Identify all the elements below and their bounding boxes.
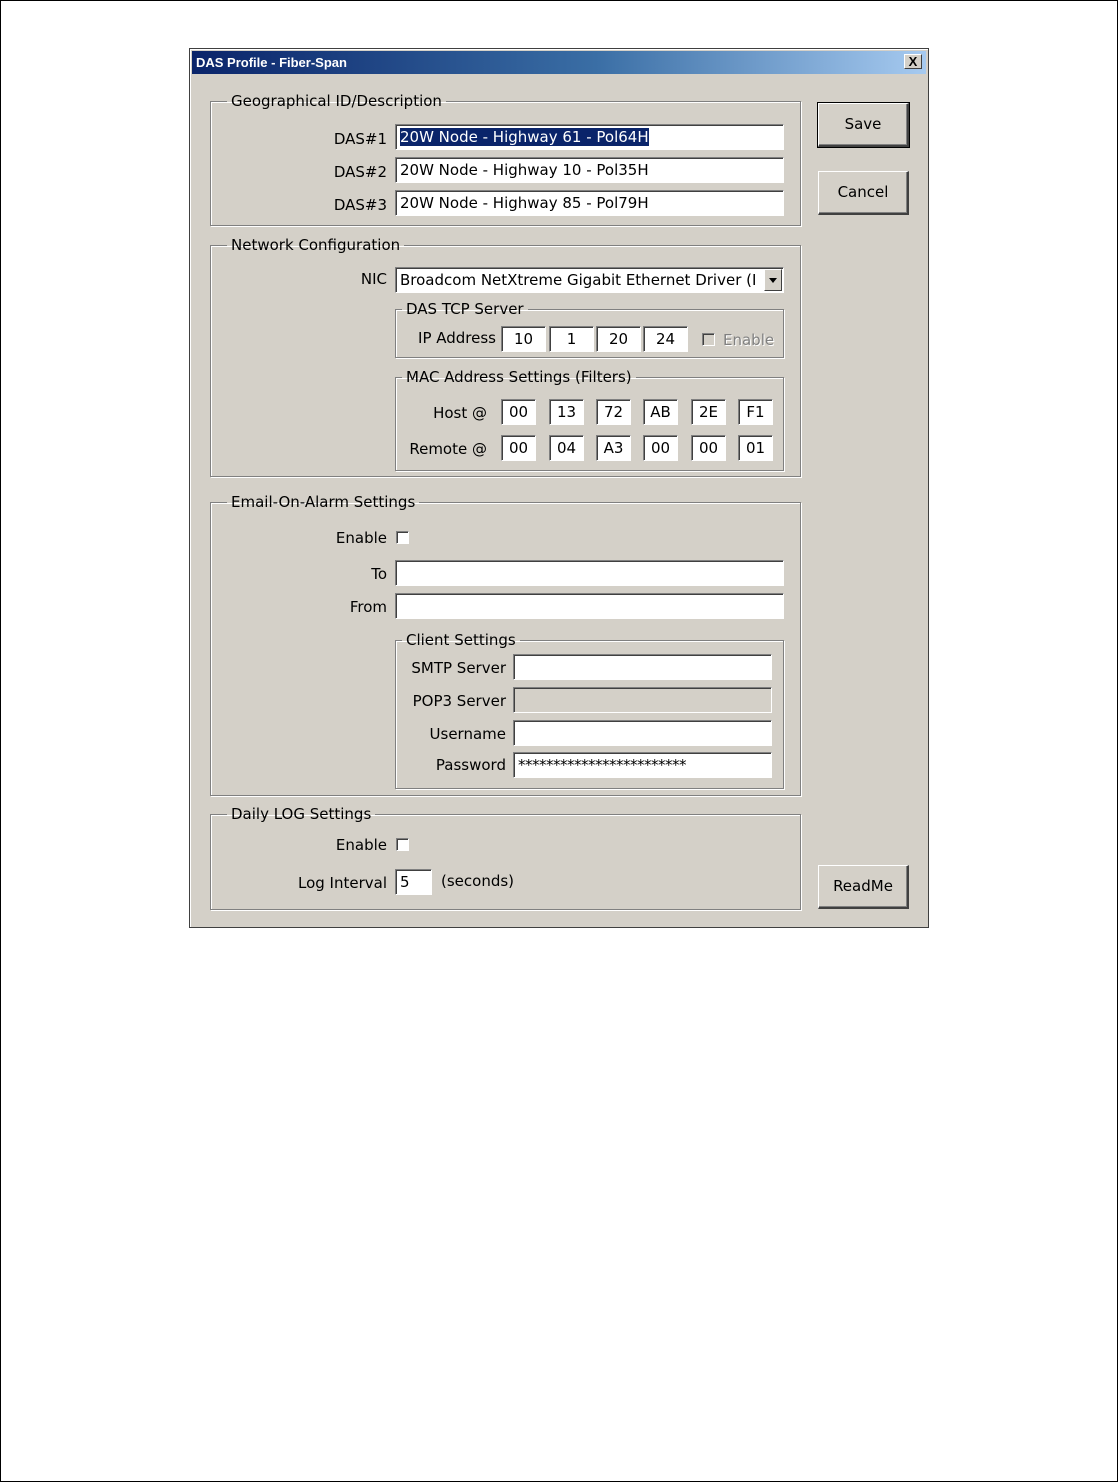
email-to-input[interactable]: [395, 560, 784, 586]
nic-select-value: Broadcom NetXtreme Gigabit Ethernet Driver (I: [400, 271, 757, 289]
das-profile-dialog: [189, 48, 929, 928]
geo-legend: Geographical ID/Description: [231, 92, 442, 110]
host-mac-1[interactable]: 00: [501, 399, 536, 425]
ip-octet-4[interactable]: 24: [643, 326, 688, 352]
log-enable-label: Enable: [335, 836, 387, 854]
remote-mac-3[interactable]: A3: [596, 435, 631, 461]
host-mac-4[interactable]: AB: [643, 399, 678, 425]
email-from-label: From: [349, 598, 387, 616]
close-button[interactable]: X: [904, 54, 922, 69]
ip-address-label: IP Address: [418, 329, 496, 347]
das2-input[interactable]: 20W Node - Highway 10 - Pol35H: [395, 157, 784, 183]
client-settings-legend: Client Settings: [406, 631, 516, 649]
remote-mac-6[interactable]: 01: [738, 435, 773, 461]
smtp-input[interactable]: [513, 654, 772, 680]
das3-label: DAS#3: [333, 196, 387, 214]
log-legend: Daily LOG Settings: [231, 805, 372, 823]
tcp-server-legend: DAS TCP Server: [406, 300, 524, 318]
remote-mac-1[interactable]: 00: [501, 435, 536, 461]
log-interval-label: Log Interval: [297, 874, 387, 892]
log-interval-unit: (seconds): [441, 872, 515, 890]
host-mac-5[interactable]: 2E: [691, 399, 726, 425]
email-enable-checkbox[interactable]: [396, 531, 409, 544]
log-enable-checkbox[interactable]: [396, 838, 409, 851]
mac-settings-legend: MAC Address Settings (Filters): [406, 368, 632, 386]
pop3-input[interactable]: [513, 687, 772, 713]
email-enable-label: Enable: [335, 529, 387, 547]
network-legend: Network Configuration: [231, 236, 401, 254]
email-legend: Email-On-Alarm Settings: [231, 493, 416, 511]
title-bar: [192, 51, 926, 74]
remote-mac-5[interactable]: 00: [691, 435, 726, 461]
host-mac-label: Host @: [433, 404, 487, 422]
cancel-button[interactable]: Cancel: [818, 171, 909, 215]
ip-octet-2[interactable]: 1: [549, 326, 594, 352]
host-mac-2[interactable]: 13: [549, 399, 584, 425]
username-input[interactable]: [513, 720, 772, 746]
host-mac-6[interactable]: F1: [738, 399, 773, 425]
remote-mac-2[interactable]: 04: [549, 435, 584, 461]
email-to-label: To: [371, 565, 387, 583]
tcp-enable-checkbox[interactable]: [702, 333, 715, 346]
save-button[interactable]: Save: [818, 103, 909, 147]
pop3-label: POP3 Server: [412, 692, 506, 710]
ip-octet-3[interactable]: 20: [596, 326, 641, 352]
readme-button[interactable]: ReadMe: [818, 865, 909, 909]
tcp-enable-label: Enable: [723, 331, 775, 349]
remote-mac-label: Remote @: [409, 440, 487, 458]
username-label: Username: [429, 725, 506, 743]
password-label: Password: [435, 756, 506, 774]
das1-label: DAS#1: [333, 130, 387, 148]
nic-select[interactable]: [395, 267, 784, 293]
log-interval-input[interactable]: 5: [395, 869, 432, 895]
log-group: [210, 805, 801, 910]
chevron-down-icon[interactable]: [764, 269, 782, 291]
host-mac-3[interactable]: 72: [596, 399, 631, 425]
window-title: DAS Profile - Fiber-Span: [196, 55, 347, 70]
nic-label: NIC: [360, 270, 387, 288]
smtp-label: SMTP Server: [411, 659, 506, 677]
ip-octet-1[interactable]: 10: [501, 326, 546, 352]
das2-label: DAS#2: [333, 163, 387, 181]
das3-input[interactable]: 20W Node - Highway 85 - Pol79H: [395, 190, 784, 216]
email-from-input[interactable]: [395, 593, 784, 619]
password-input[interactable]: ************************: [513, 752, 772, 778]
das1-input[interactable]: 20W Node - Highway 61 - Pol64H: [395, 124, 784, 150]
remote-mac-4[interactable]: 00: [643, 435, 678, 461]
